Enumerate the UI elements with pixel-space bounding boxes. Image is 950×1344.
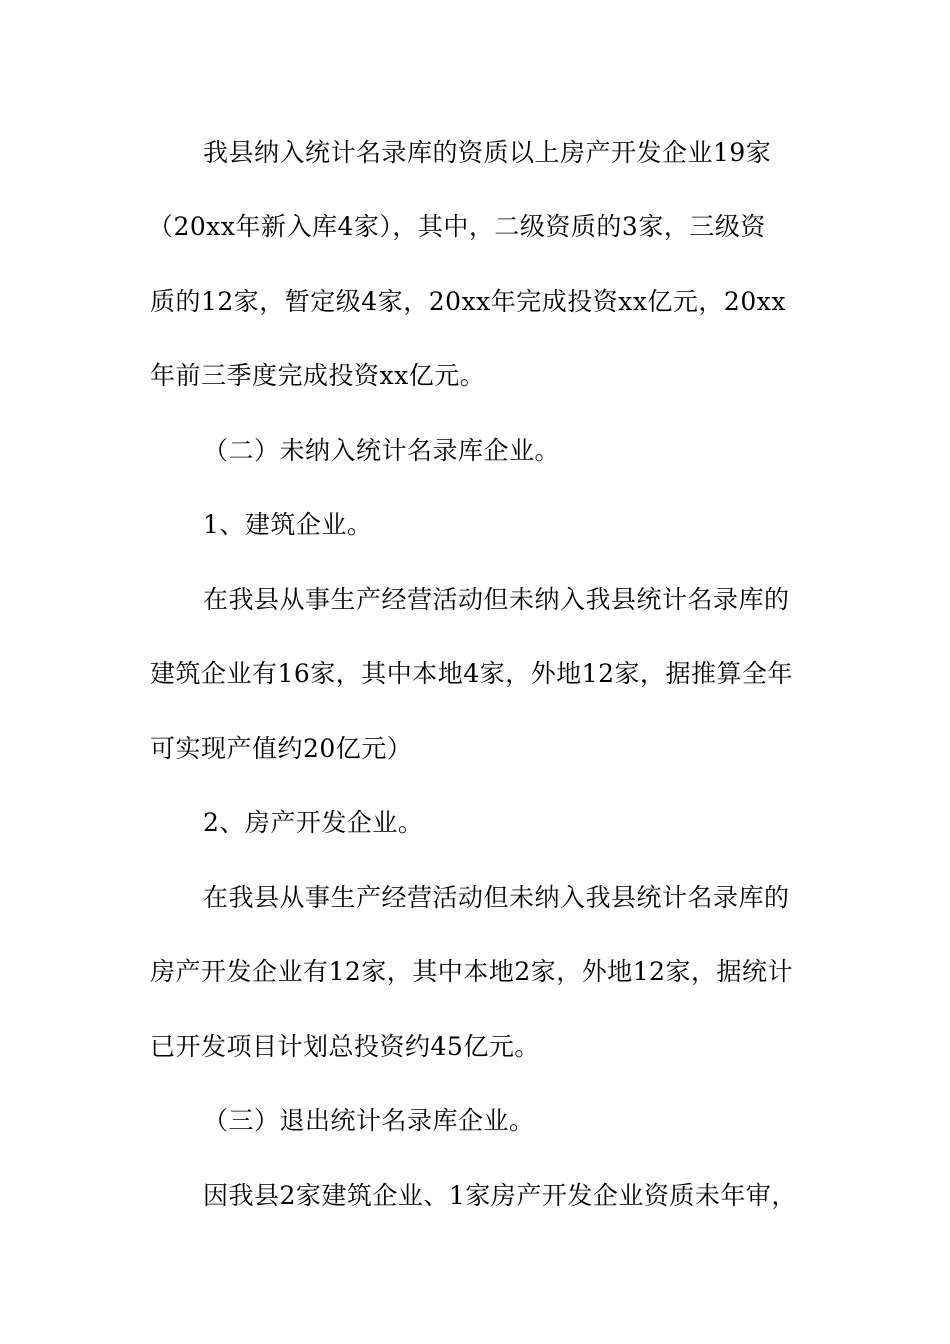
text-line: 已开发项目计划总投资约45亿元。: [150, 1032, 540, 1061]
paragraph-5-line-2: [0, 955, 950, 989]
paragraph-1-line-4: [0, 359, 950, 393]
text-line: 建筑企业有16家，其中本地4家，外地12家，据推算全年: [150, 659, 794, 688]
paragraph-1-line-1: [0, 136, 950, 170]
paragraph-5-line-3: [0, 1030, 950, 1064]
text-line: （20xx年新入库4家），其中，二级资质的3家，三级资: [148, 212, 766, 241]
section-heading-3: [0, 1104, 950, 1138]
subheading-2: [0, 806, 950, 840]
subheading-text: 2、房产开发企业。: [203, 808, 424, 837]
text-line: 在我县从事生产经营活动但未纳入我县统计名录库的: [203, 883, 790, 912]
paragraph-1-line-2: [0, 210, 950, 244]
subheading-text: 1、建筑企业。: [203, 510, 373, 539]
text-line: 房产开发企业有12家，其中本地2家，外地12家，据统计: [150, 957, 794, 986]
paragraph-5-line-1: [0, 881, 950, 915]
section-heading-2: [0, 434, 950, 468]
text-line: 质的12家，暂定级4家，20xx年完成投资xx亿元，20xx: [150, 287, 786, 316]
paragraph-3-line-2: [0, 657, 950, 691]
subheading-1: [0, 508, 950, 542]
section-heading-text: （二）未纳入统计名录库企业。: [203, 436, 561, 465]
text-line: 年前三季度完成投资xx亿元。: [150, 361, 486, 390]
paragraph-3-line-3: [0, 732, 950, 766]
text-line: 在我县从事生产经营活动但未纳入我县统计名录库的: [203, 585, 790, 614]
paragraph-1-line-3: [0, 285, 950, 319]
text-line: 我县纳入统计名录库的资质以上房产开发企业19家: [203, 138, 772, 167]
section-heading-text: （三）退出统计名录库企业。: [203, 1106, 535, 1135]
paragraph-3-line-1: [0, 583, 950, 617]
paragraph-7-line-1: [0, 1179, 950, 1213]
text-line: 可实现产值约20亿元）: [150, 734, 413, 763]
text-line: 因我县2家建筑企业、1家房产开发企业资质未年审，: [203, 1181, 797, 1210]
